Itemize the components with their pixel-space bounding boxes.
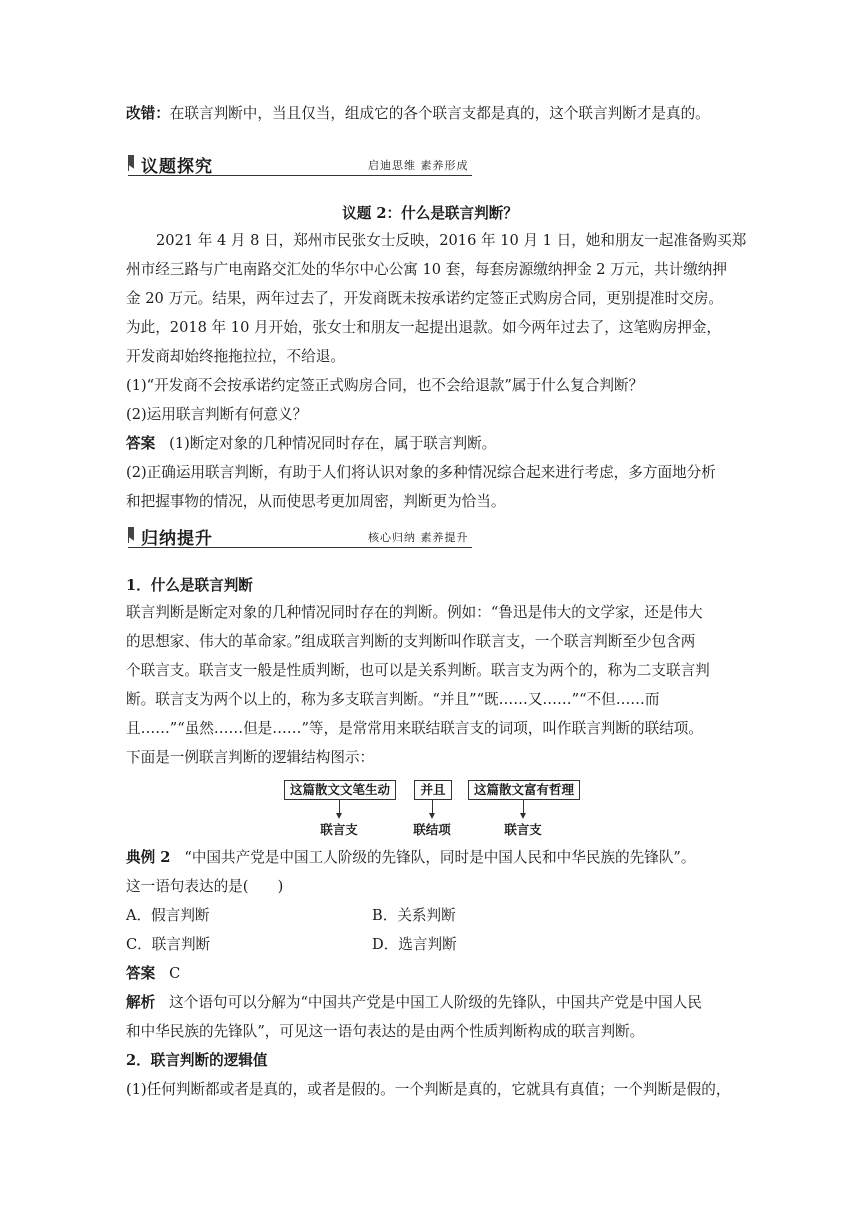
section-divider — [128, 175, 472, 176]
diagram-box-conjunct-1: 这篇散文文笔生动 — [284, 780, 396, 800]
answer-1: (1)断定对象的几种情况同时存在，属于联言判断。 — [169, 435, 497, 452]
section-header-discussion — [126, 152, 472, 176]
answer-label: 答案 — [126, 965, 156, 982]
point-2-line: (1)任何判断都或者是真的，或者是假的。一个判断是真的，它就具有真值；一个判断是假的， — [126, 1081, 731, 1098]
logic-structure-diagram — [282, 780, 582, 840]
example-label: 典例 2 — [126, 849, 171, 866]
topic-para-line: 州市经三路与广电南路交汇处的华尔中心公寓 10 套，每套房源缴纳押金 2 万元，共计缴纳押 — [126, 261, 727, 278]
bookmark-icon — [128, 527, 134, 543]
topic-para-line: 为此，2018 年 10 月开始，张女士和朋友一起提出退款。如今两年过去了，这笔购房押金， — [126, 319, 722, 336]
example-answer-line — [126, 964, 180, 984]
topic-para-line: 开发商却始终拖拖拉拉，不给退。 — [126, 348, 345, 365]
answer-label: 答案 — [126, 435, 156, 452]
analysis-text: 这个语句可以分解为“中国共产党是中国工人阶级的先锋队，中国共产党是中国人民 — [169, 994, 702, 1011]
point-1-line: 下面是一例联言判断的逻辑结构图示： — [126, 749, 375, 766]
correction-line — [126, 104, 710, 124]
point-1-line: 断。联言支为两个以上的，称为多支联言判断。“并且”“既……又……”“不但……而 — [126, 691, 660, 708]
question-1: (1)“开发商不会按承诺约定签正式购房合同，也不会给退款”属于什么复合判断？ — [126, 377, 644, 394]
example-line: 这一语句表达的是( ) — [126, 878, 284, 895]
correction-text: 在联言判断中，当且仅当，组成它的各个联言支都是真的，这个联言判断才是真的。 — [169, 105, 710, 122]
option-a: A．假言判断 — [126, 907, 210, 924]
option-b: B．关系判断 — [372, 907, 456, 924]
section-subtitle: 启迪思维 素养形成 — [368, 159, 469, 172]
point-1-line: 个联言支。联言支一般是性质判断，也可以是关系判断。联言支为两个的，称为二支联言判 — [126, 662, 710, 679]
example-text: “中国共产党是中国工人阶级的先锋队，同时是中国人民和中华民族的先锋队”。 — [184, 849, 696, 866]
point-1-line: 的思想家、伟大的革命家。”组成联言判断的支判断叫作联言支，一个联言判断至少包含两 — [126, 633, 696, 650]
question-2: (2)运用联言判断有何意义？ — [126, 406, 308, 423]
section-title: 归纳提升 — [141, 529, 213, 549]
bookmark-icon — [128, 155, 134, 171]
arrow-down-icon — [523, 800, 524, 816]
point-1-heading: 1．什么是联言判断 — [126, 577, 253, 594]
analysis-label: 解析 — [126, 994, 156, 1011]
point-1-line: 联言判断是断定对象的几种情况同时存在的判断。例如：“鲁迅是伟大的文学家，还是伟大 — [126, 604, 703, 621]
diagram-box-conjunct-2: 这篇散文富有哲理 — [468, 780, 580, 800]
section-title: 议题探究 — [141, 157, 213, 177]
topic-heading: 议题 2：什么是联言判断？ — [342, 205, 518, 222]
correction-label: 改错： — [126, 105, 170, 122]
option-c: C．联言判断 — [126, 936, 211, 953]
diagram-label-conjunct-2: 联言支 — [504, 822, 542, 837]
diagram-label-connective: 联结项 — [413, 822, 451, 837]
point-2-heading: 2．联言判断的逻辑值 — [126, 1052, 268, 1069]
topic-para-line: 2021 年 4 月 8 日，郑州市民张女士反映，2016 年 10 月 1 日，她和朋友一起准备购买郑 — [156, 232, 747, 249]
example-answer: C — [169, 965, 181, 982]
answer-2-line: 和把握事物的情况，从而使思考更加周密，判断更为恰当。 — [126, 493, 506, 510]
section-header-summary — [126, 524, 472, 548]
answer-2-line: (2)正确运用联言判断，有助于人们将认识对象的多种情况综合起来进行考虑，多方面地分析 — [126, 464, 716, 481]
section-subtitle: 核心归纳 素养提升 — [368, 531, 469, 544]
analysis-line — [126, 993, 702, 1013]
arrow-down-icon — [339, 800, 340, 816]
point-1-line: 且……”“虽然……但是……”等，是常常用来联结联言支的词项，叫作联言判断的联结项。 — [126, 720, 703, 737]
option-d: D．选言判断 — [372, 936, 457, 953]
topic-para-line: 金 20 万元。结果，两年过去了，开发商既未按承诺约定签正式购房合同，更别提准时交房。 — [126, 290, 724, 307]
example-line — [126, 848, 695, 868]
diagram-box-connective: 并且 — [414, 780, 452, 800]
answer-1-line — [126, 434, 496, 454]
analysis-line: 和中华民族的先锋队”，可见这一语句表达的是由两个性质判断构成的联言判断。 — [126, 1023, 645, 1040]
diagram-label-conjunct-1: 联言支 — [320, 822, 358, 837]
arrow-down-icon — [432, 800, 433, 816]
section-divider — [128, 547, 472, 548]
